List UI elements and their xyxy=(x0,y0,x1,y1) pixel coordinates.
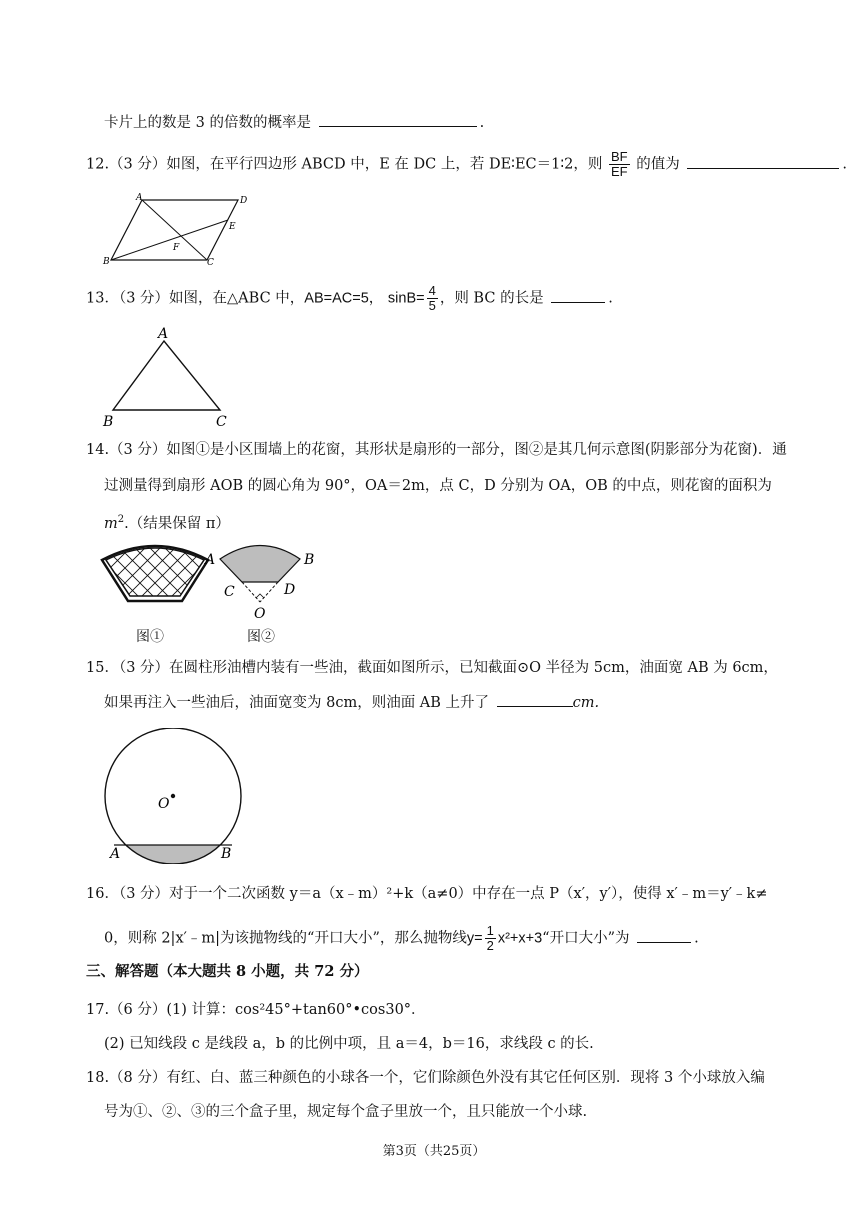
q16-line1: 16．（3 分）对于一个二次函数 y＝a（x﹣m）²+k（a≠0）中存在一点 P（x′，y′），使得 x′﹣m＝y′﹣k≠ xyxy=(86,886,768,902)
q13-frac-den: 5 xyxy=(428,298,436,313)
q15-answer-blank[interactable] xyxy=(497,692,573,707)
q15-line1: 15．（3 分）在圆柱形油槽内装有一些油，截面如图所示，已知截面⊙O 半径为 5cm，油面宽 AB 为 6cm， xyxy=(86,660,778,676)
q12-prefix: 12.（3 分）如图，在平行四边形 ABCD 中，E 在 DC 上，若 DE∶EC＝1∶2，则 xyxy=(86,156,603,173)
q13-label-a: A xyxy=(158,326,169,342)
q14-line2: 过测量得到扇形 AOB 的圆心角为 90°，OA＝2m，点 C，D 分别为 OA，OB 的中点，则花窗的面积为 xyxy=(104,478,772,494)
q13-frac-num: 4 xyxy=(428,283,436,298)
q15-line2-prefix: 如果再注入一些油后，油面宽变为 8cm，则油面 AB 上升了 xyxy=(104,695,490,711)
page-footer: 第3页（共25页） xyxy=(382,1144,486,1159)
q14-label-a: A xyxy=(205,552,216,568)
q12-label-d: D xyxy=(240,196,248,206)
q13-end: . xyxy=(608,290,613,307)
q12-end: . xyxy=(842,156,847,173)
q12-answer-blank[interactable] xyxy=(687,154,839,169)
q16-line2 xyxy=(104,924,699,953)
q13-answer-blank[interactable] xyxy=(551,288,605,303)
q15-label-b: B xyxy=(221,846,232,862)
q11-answer-blank[interactable] xyxy=(319,112,477,127)
q14-line1: 14.（3 分）如图①是小区围墙上的花窗，其形状是扇形的一部分，图②是其几何示意图(阴影部分为花窗)．通 xyxy=(86,442,787,458)
q18-line1: 18.（8 分）有红、白、蓝三种颜色的小球各一个，它们除颜色外没有其它任何区别．现将 3 个小球放入编 xyxy=(86,1070,765,1086)
q17-line1: 17.（6 分）(1) 计算：cos²45°+tan60°•cos30°． xyxy=(86,1002,426,1018)
q11-end: . xyxy=(479,115,485,131)
q14-dashed-od xyxy=(260,582,278,602)
q13-suffix: ，则 BC 的长是 xyxy=(439,290,544,307)
q15-label-o: O xyxy=(158,796,170,812)
q14-unit-sup: 2 xyxy=(117,514,125,525)
q14-line3 xyxy=(104,510,230,534)
q16-answer-blank[interactable] xyxy=(637,928,691,943)
q13-prefix: 13．（3 分）如图，在△ABC 中， xyxy=(86,290,305,307)
q14-label-b: B xyxy=(304,552,315,568)
q15-label-a: A xyxy=(110,846,121,862)
q12-line xyxy=(86,150,847,179)
q13-triangle-figure xyxy=(100,326,240,430)
q14-figure2-sketch xyxy=(200,534,330,624)
q16-end: . xyxy=(694,930,699,947)
q16-suffix: “开口大小”为 xyxy=(542,930,630,947)
q14-right-angle-mark xyxy=(256,594,264,598)
q12-label-a: A xyxy=(136,193,143,203)
q12-label-e: E xyxy=(229,222,236,232)
q14-unit-m: m xyxy=(104,515,118,532)
q12-label-f: F xyxy=(173,243,180,253)
q16-y-equals: y= xyxy=(466,930,483,947)
q14-shaded-region xyxy=(220,546,300,583)
q13-sin: sinB= xyxy=(387,290,425,307)
q14-fig1-caption: 图① xyxy=(136,629,164,645)
q15-unit: cm. xyxy=(572,695,600,711)
q12-frac-den: EF xyxy=(610,164,628,179)
q13-line xyxy=(86,284,613,313)
q12-fraction xyxy=(609,150,630,179)
q12-label-c: C xyxy=(207,258,214,266)
q15-line2 xyxy=(104,692,599,713)
q12-frac-num: BF xyxy=(610,149,628,164)
q13-fraction xyxy=(427,284,438,313)
q13-equation: AB=AC=5， xyxy=(304,290,384,307)
q14-fig2-caption: 图② xyxy=(247,629,275,645)
q16-line2-prefix: 0，则称 2|x′﹣m|为该抛物线的“开口大小”，那么抛物线 xyxy=(104,930,467,947)
q15-center-dot xyxy=(171,794,175,798)
q12-parallelogram-figure xyxy=(100,192,250,266)
q12-label-b: B xyxy=(103,257,110,266)
q16-frac-den: 2 xyxy=(486,938,494,953)
q17-line2: (2) 已知线段 c 是线段 a，b 的比例中项，且 a＝4，b＝16，求线段 c 的长. xyxy=(104,1036,594,1052)
q14-label-d: D xyxy=(284,582,296,598)
q14-label-c: C xyxy=(224,584,235,600)
q12-suffix: 的值为 xyxy=(636,156,680,173)
q16-frac-num: 1 xyxy=(486,923,494,938)
q13-triangle xyxy=(113,341,220,410)
q16-expression: x²+x+3 xyxy=(497,930,543,947)
q16-fraction xyxy=(485,924,496,953)
section-3-title: 三、解答题（本大题共 8 小题，共 72 分） xyxy=(86,963,369,980)
q13-label-c: C xyxy=(216,414,227,430)
q18-line2: 号为①、②、③的三个盒子里，规定每个盒子里放一个，且只能放一个小球. xyxy=(104,1104,588,1120)
q11-text: 卡片上的数是 3 的倍数的概率是 xyxy=(104,115,311,131)
q14-label-o: O xyxy=(254,606,266,622)
q14-line3-rest: .（结果保留 π） xyxy=(124,515,230,532)
q11-tail-line xyxy=(104,112,484,133)
q15-circle-figure xyxy=(100,728,250,864)
q14-dashed-oc xyxy=(242,582,260,602)
q13-label-b: B xyxy=(103,414,114,430)
q14-figure1-window xyxy=(100,538,210,608)
